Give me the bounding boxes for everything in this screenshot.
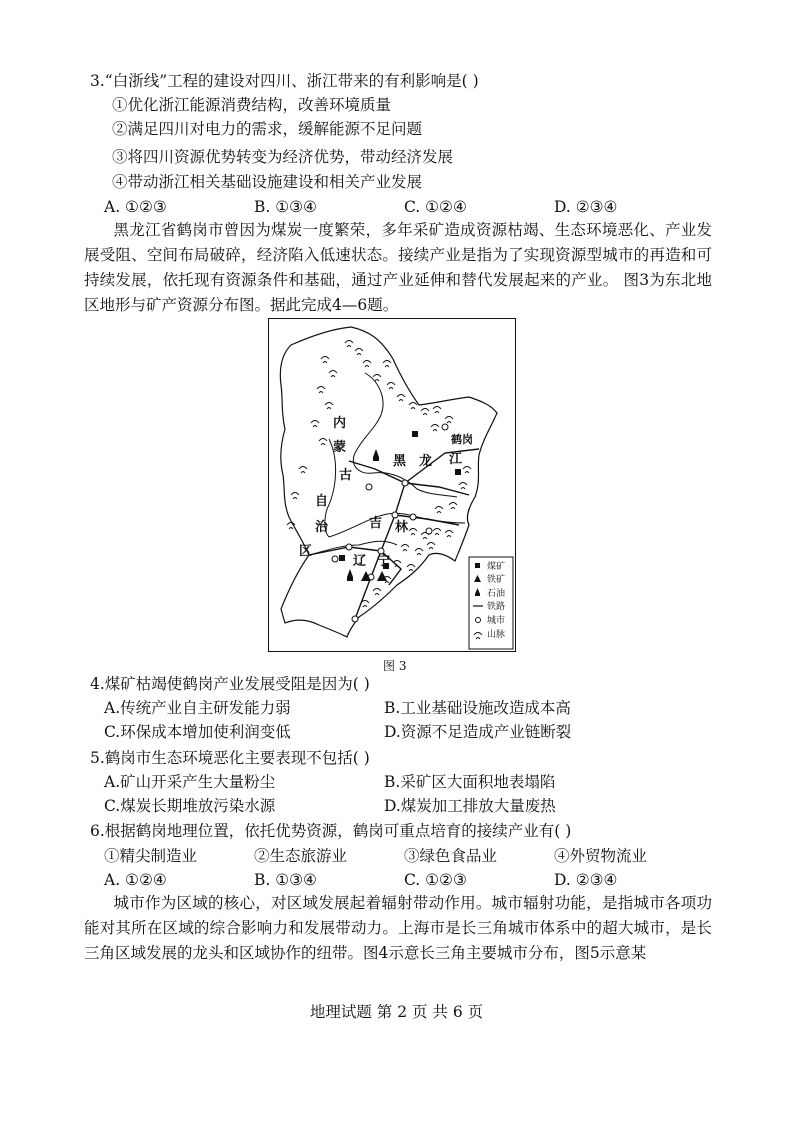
q3-item-3: ③将四川资源优势转变为经济优势，带动经济发展	[112, 148, 454, 166]
q6-item-3: ③绿色食品业	[404, 847, 498, 865]
q5-choice-c[interactable]: C.煤炭长期堆放污染水源	[104, 797, 276, 815]
q6-item-1: ①精尖制造业	[104, 847, 198, 865]
q6-items	[104, 845, 704, 867]
legend-coal: 煤矿	[487, 562, 506, 572]
label-nei: 内	[333, 416, 347, 431]
q6-stem: 6.根据鹤岗地理位置，依托优势资源，鹤岗可重点培育的接续产业有( )	[90, 822, 572, 840]
q3-stem: 3.“白浙线”工程的建设对四川、浙江带来的有利影响是( )	[90, 72, 479, 90]
intro-paragraph-2: 城市作为区域的核心，对区域发展起着辐射带动作用。城市辐射功能，是指城市各项功能对其所在区域的综合影响力和发展带动力。上海市是长三角城市体系中的超大城市，是长三角区域发展的龙头和区域协作的纽带。图4示意长三角主要城市分布，图5示意某	[84, 894, 712, 962]
railway-branch-3	[309, 547, 381, 555]
legend-iron: 铁矿	[487, 575, 506, 585]
map-outline	[280, 327, 497, 637]
q4-choice-d[interactable]: D.资源不足造成产业链断裂	[384, 723, 572, 741]
label-ji: 吉	[369, 516, 383, 531]
legend-mountain: 山脉	[487, 630, 506, 640]
q5-choice-d[interactable]: D.煤炭加工排放大量废热	[384, 797, 556, 815]
page-footer: 地理试题 第 2 页 共 6 页	[309, 1003, 484, 1021]
q4-choice-c[interactable]: C.环保成本增加使利润变低	[104, 723, 291, 741]
q3-choice-b[interactable]: B. ①③④	[254, 198, 317, 216]
legend-railway: 铁路	[487, 602, 506, 612]
q6-choice-c[interactable]: C. ①②③	[404, 871, 467, 889]
q3-choice-a[interactable]: A. ①②③	[104, 198, 167, 216]
label-long: 龙	[419, 454, 433, 469]
q3-choice-c[interactable]: C. ①②④	[404, 198, 467, 216]
legend-oil: 石油	[487, 589, 506, 599]
q5-choice-a[interactable]: A.矿山开采产生大量粉尘	[104, 773, 276, 791]
label-lin: 林	[395, 520, 409, 535]
legend-city: 城市	[487, 616, 506, 626]
q6-choices	[104, 869, 704, 891]
label-qu: 区	[299, 544, 313, 559]
q3-choice-d[interactable]: D. ②③④	[554, 198, 618, 216]
map-legend	[469, 557, 513, 649]
q5-stem: 5.鹤岗市生态环境恶化主要表现不包括( )	[90, 749, 370, 767]
q3-item-1: ①优化浙江能源消费结构，改善环境质量	[112, 96, 392, 114]
q3-item-2: ②满足四川对电力的需求，缓解能源不足问题	[112, 120, 423, 138]
q5-choices-row-2	[104, 795, 664, 817]
intro-paragraph-1: 黑龙江省鹤岗市曾因为煤炭一度繁荣，多年采矿造成资源枯竭、生态环境恶化、产业发展受阻、空间布局破碎，经济陷入低速状态。接续产业是指为了实现资源型城市的再造和可持续发展，依托现有资源条件和基础，通过产业延伸和替代发展起来的产业。 图3为东北地区地形与矿产资源分布图。据此完成4—6题。	[84, 221, 712, 314]
q5-choice-b[interactable]: B.采矿区大面积地表塌陷	[384, 773, 556, 791]
q4-stem: 4.煤矿枯竭使鹤岗产业发展受阻是因为( )	[90, 675, 370, 693]
label-ning: 宁	[377, 554, 391, 569]
q4-choice-a[interactable]: A.传统产业自主研发能力弱	[104, 699, 291, 717]
q6-item-4: ④外贸物流业	[554, 847, 648, 865]
label-jiang: 江	[449, 452, 463, 467]
boundary-heilongjiang	[353, 373, 457, 497]
q6-item-2: ②生态旅游业	[254, 847, 348, 865]
label-meng: 蒙	[333, 440, 347, 455]
label-gu: 古	[339, 468, 353, 483]
label-zhi: 治	[315, 520, 329, 535]
q4-choices-row-2	[104, 721, 664, 743]
q3-choices	[104, 196, 704, 218]
northeast-map	[269, 319, 515, 651]
label-liao: 辽	[353, 554, 367, 569]
label-hegang: 鹤岗	[451, 433, 473, 446]
q4-choices-row-1	[104, 697, 664, 719]
figure-caption: 图 3	[383, 659, 407, 673]
q6-choice-a[interactable]: A. ①②④	[104, 871, 167, 889]
q6-choice-b[interactable]: B. ①③④	[254, 871, 317, 889]
map-figure-3	[268, 318, 516, 652]
q6-choice-d[interactable]: D. ②③④	[554, 871, 618, 889]
label-hei: 黑	[393, 454, 407, 469]
q3-item-4: ④带动浙江相关基础设施建设和相关产业发展	[112, 173, 423, 191]
q5-choices-row-1	[104, 771, 664, 793]
q4-choice-b[interactable]: B.工业基础设施改造成本高	[384, 699, 571, 717]
label-zi: 自	[315, 494, 329, 509]
